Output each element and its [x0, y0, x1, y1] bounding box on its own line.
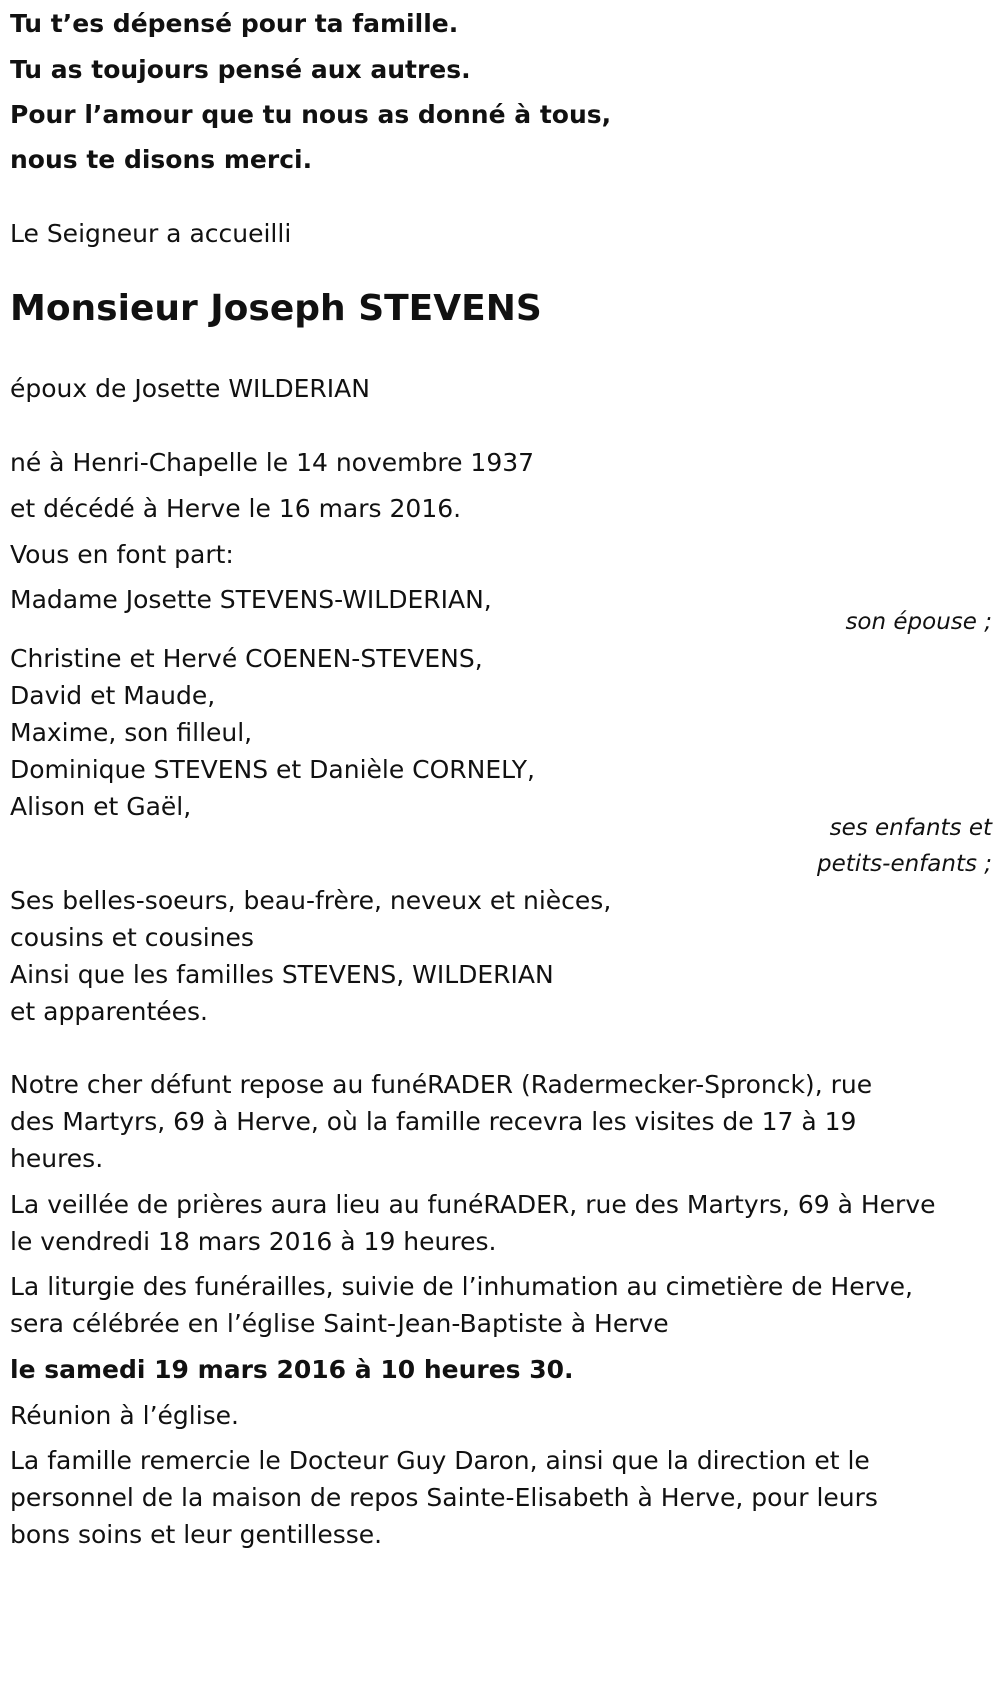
relatives-line: Ainsi que les familles STEVENS, WILDERIAN: [10, 960, 554, 989]
relatives-list: [10, 882, 611, 1030]
children-role: petits-enfants ;: [816, 851, 992, 877]
repose-paragraph: [10, 1066, 872, 1177]
intro-text: Le Seigneur a accueilli: [10, 219, 292, 248]
vigil-paragraph: [10, 1186, 936, 1260]
ceremony-date: le samedi 19 mars 2016 à 10 heures 30.: [10, 1355, 574, 1384]
meeting-line: Réunion à l’église.: [10, 1401, 240, 1430]
children-role: ses enfants et: [829, 815, 992, 841]
liturgy-line: La liturgie des funérailles, suivie de l’inhumation au cimetière de Herve,: [10, 1272, 914, 1301]
children-line: Alison et Gaël,: [10, 792, 192, 821]
children-line: David et Maude,: [10, 681, 216, 710]
vigil-line: La veillée de prières aura lieu au funéRADER, rue des Martyrs, 69 à Herve: [10, 1190, 936, 1219]
wife-name: Madame Josette STEVENS-WILDERIAN,: [10, 585, 492, 614]
poem-line: Tu t’es dépensé pour ta famille.: [10, 9, 459, 38]
liturgy-paragraph: [10, 1268, 913, 1342]
poem-line: Tu as toujours pensé aux autres.: [10, 55, 471, 84]
children-line: Christine et Hervé COENEN-STEVENS,: [10, 644, 483, 673]
thanks-line: La famille remercie le Docteur Guy Daron, ainsi que la direction et le: [10, 1446, 870, 1475]
liturgy-line: sera célébrée en l’église Saint-Jean-Baptiste à Herve: [10, 1309, 669, 1338]
thanks-paragraph: [10, 1442, 878, 1553]
poem-line: nous te disons merci.: [10, 145, 313, 174]
death-line: et décédé à Herve le 16 mars 2016.: [10, 494, 462, 523]
birth-line: né à Henri-Chapelle le 14 novembre 1937: [10, 448, 535, 477]
spouse-line: époux de Josette WILDERIAN: [10, 374, 370, 403]
repose-line: heures.: [10, 1144, 104, 1173]
vigil-line: le vendredi 18 mars 2016 à 19 heures.: [10, 1227, 497, 1256]
relatives-line: Ses belles-soeurs, beau-frère, neveux et nièces,: [10, 886, 612, 915]
announce-line: Vous en font part:: [10, 540, 234, 569]
relatives-line: cousins et cousines: [10, 923, 254, 952]
children-line: Maxime, son filleul,: [10, 718, 253, 747]
deceased-name: Monsieur Joseph STEVENS: [10, 288, 542, 329]
wife-role: son épouse ;: [845, 609, 992, 635]
children-list: [10, 640, 535, 825]
repose-line: Notre cher défunt repose au funéRADER (Radermecker-Spronck), rue: [10, 1070, 873, 1099]
poem-line: Pour l’amour que tu nous as donné à tous,: [10, 100, 612, 129]
relatives-line: et apparentées.: [10, 997, 208, 1026]
thanks-line: personnel de la maison de repos Sainte-Elisabeth à Herve, pour leurs: [10, 1483, 878, 1512]
children-line: Dominique STEVENS et Danièle CORNELY,: [10, 755, 535, 784]
repose-line: des Martyrs, 69 à Herve, où la famille recevra les visites de 17 à 19: [10, 1107, 857, 1136]
thanks-line: bons soins et leur gentillesse.: [10, 1520, 383, 1549]
